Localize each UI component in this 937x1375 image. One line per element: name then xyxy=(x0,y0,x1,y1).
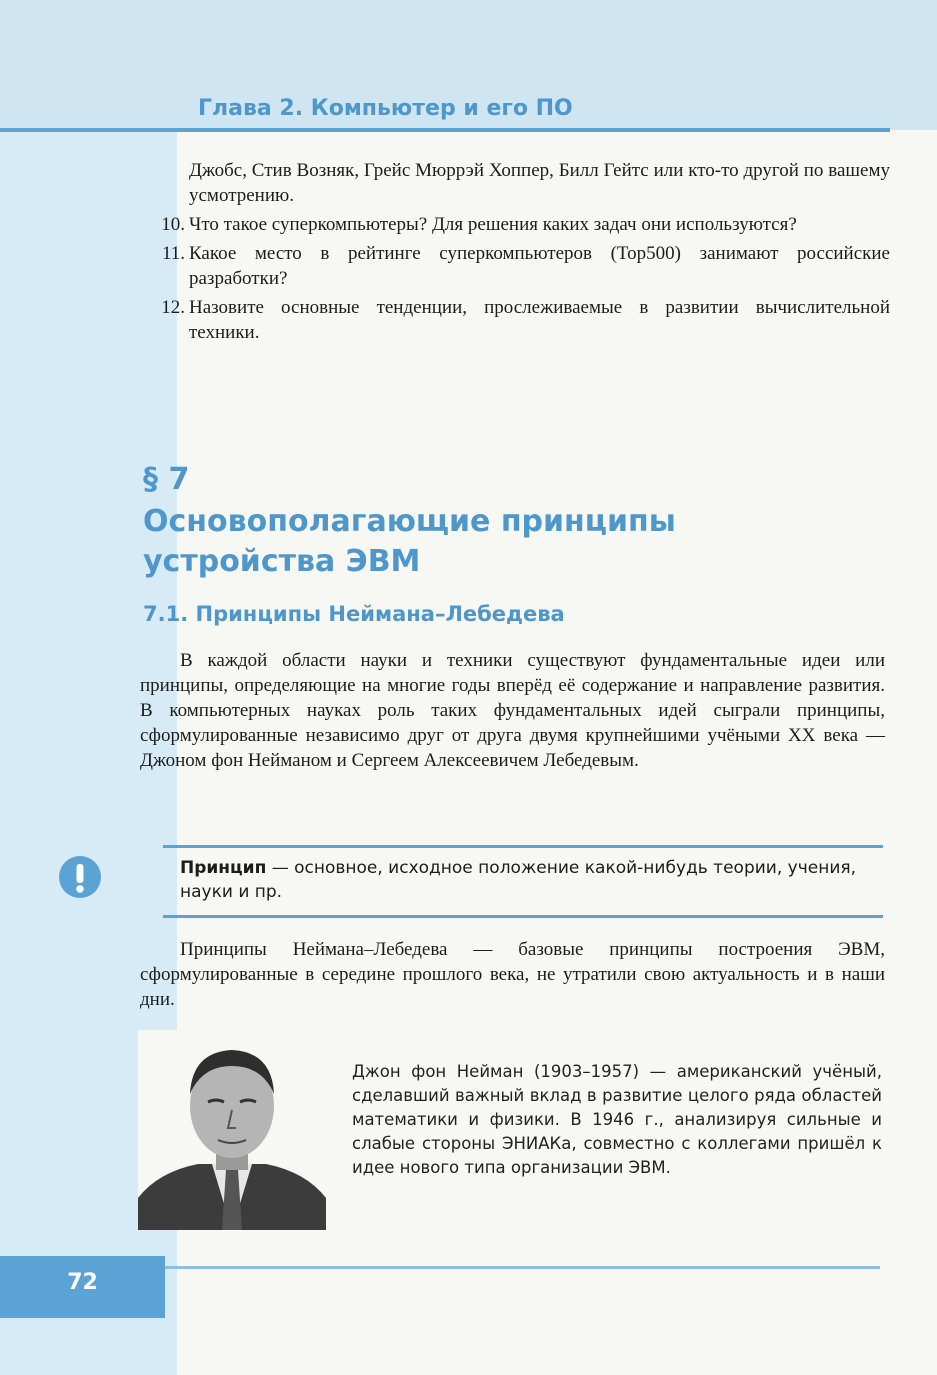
definition-body: — основное, исходное положение какой-нибудь теории, учения, науки и пр. xyxy=(180,858,856,902)
question-number xyxy=(145,158,189,208)
question-list xyxy=(145,158,890,349)
bio-caption: Джон фон Нейман (1903–1957) — американский учёный, сделавший важный вклад в развитие целого ряда областей математики и физики. В 1946 г., анализируя сильные и слабые стороны ЭНИАКа, совместно с коллегами пришёл к идее нового типа организации ЭВМ. xyxy=(352,1062,882,1177)
exclamation-icon xyxy=(58,855,102,899)
subsection-title: 7.1. Принципы Неймана–Лебедева xyxy=(143,602,565,626)
list-item xyxy=(145,158,890,208)
question-text: Какое место в рейтинге суперкомпьютеров (Top500) занимают российские разработки? xyxy=(189,243,890,289)
chapter-title: Глава 2. Компьютер и его ПО xyxy=(198,96,573,121)
header-rule xyxy=(0,128,890,132)
body-paragraph-2: Принципы Неймана–Лебедева — базовые принципы построения ЭВМ, сформулированные в середине прошлого века, не утратили свою актуальность и в наши дни. xyxy=(140,939,885,1010)
section-title: Основополагающие принципы устройства ЭВМ xyxy=(143,504,676,579)
question-text: Джобс, Стив Возняк, Грейс Мюррэй Хоппер, Билл Гейтс или кто-то другой по вашему усмотрению. xyxy=(189,160,890,206)
question-text: Назовите основные тенденции, прослеживаемые в развитии вычислительной техники. xyxy=(189,297,890,343)
question-text: Что такое суперкомпьютеры? Для решения каких задач они используются? xyxy=(189,214,797,235)
list-item xyxy=(145,212,890,237)
footer-rule xyxy=(165,1266,880,1269)
list-item xyxy=(145,241,890,291)
question-number: 12. xyxy=(161,297,185,318)
definition-text xyxy=(180,856,885,904)
question-number: 11. xyxy=(161,243,185,264)
section-number: § 7 xyxy=(143,462,190,497)
portrait-image xyxy=(138,1030,326,1230)
body-paragraph: В каждой области науки и техники существуют фундаментальные идеи или принципы, определяющие на многие годы вперёд её содержание и направление развития. В компьютерных науках роль таких фундаментальных идей сыграли принципы, сформулированные независимо друг от друга двумя крупнейшими учёными XX века — Джоном фон Нейманом и Сергеем Алексеевичем Лебедевым. xyxy=(140,650,885,771)
page-number: 72 xyxy=(67,1270,98,1295)
definition-top-rule xyxy=(163,845,883,848)
definition-bottom-rule xyxy=(163,915,883,918)
definition-term: Принцип xyxy=(180,858,267,878)
list-item xyxy=(145,295,890,345)
question-number: 10. xyxy=(161,214,185,235)
